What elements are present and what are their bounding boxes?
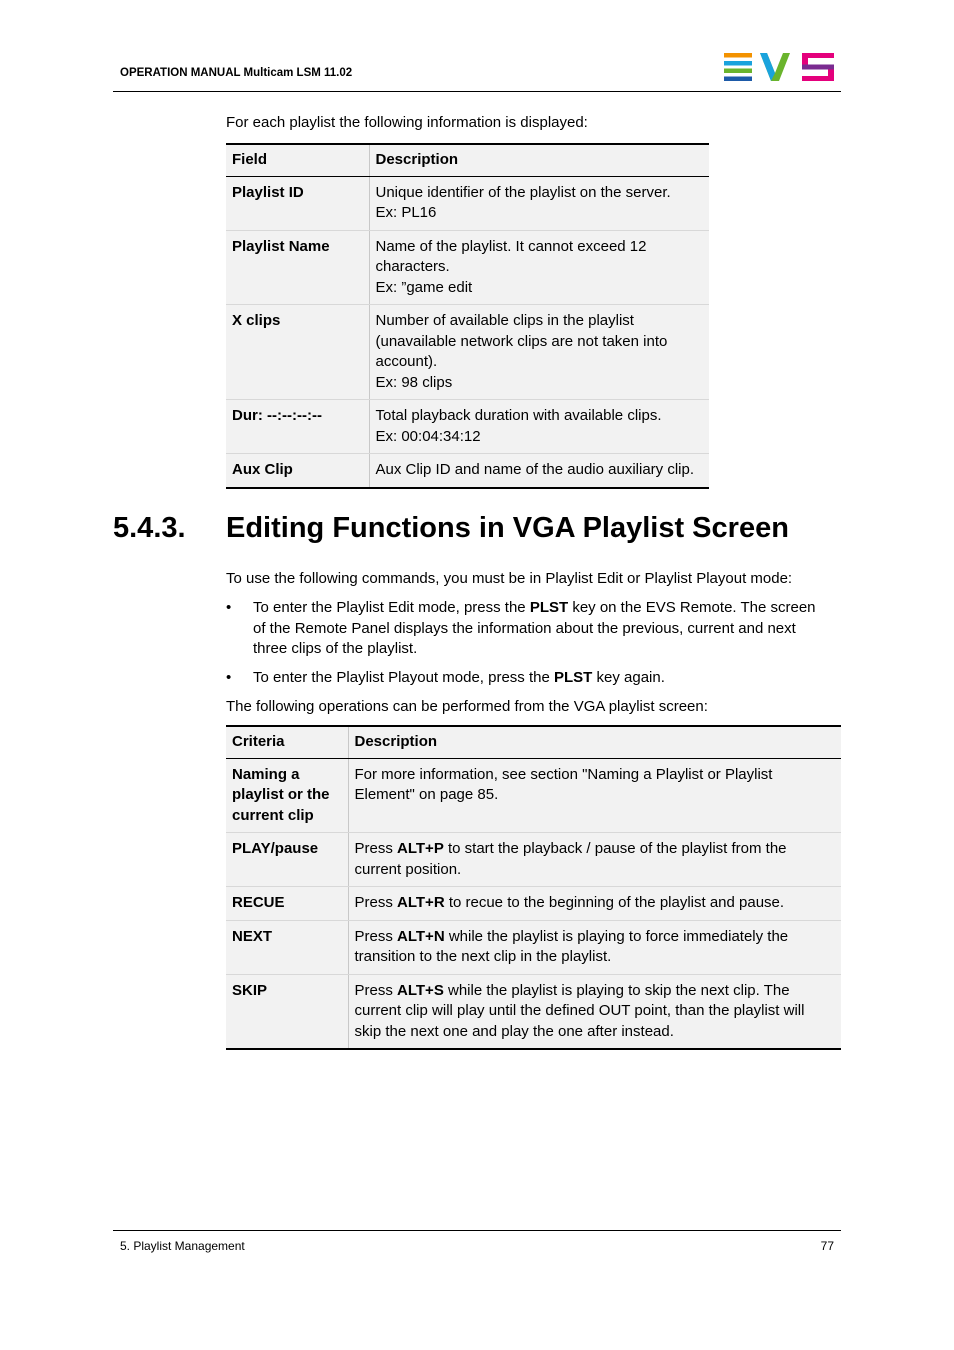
table-row (226, 758, 841, 833)
table-row (226, 454, 709, 488)
description-cell (348, 887, 841, 921)
intro-text: For each playlist the following information is displayed: (226, 114, 588, 131)
column-header: Description (348, 726, 841, 758)
field-cell: X clips (226, 305, 369, 400)
shortcut-key: ALT+N (397, 927, 445, 945)
description-line: Element" on page 85. (354, 786, 499, 803)
description-line: characters. (375, 258, 450, 275)
description-line: Ex: 98 clips (375, 373, 453, 391)
criteria-cell (226, 833, 348, 887)
description-text: while the playlist is playing to force immediately the (444, 927, 789, 945)
bullet-text: To enter the Playlist Edit mode, press the (253, 599, 530, 616)
description-cell (348, 758, 841, 833)
table-row (226, 176, 709, 230)
description-line: For more information, see section "Naming a Playlist or Playlist (354, 765, 773, 783)
description-line: Ex: 00:04:34:12 (375, 427, 481, 445)
table-row (226, 305, 709, 400)
criteria-line: SKIP (232, 981, 268, 999)
shortcut-key: ALT+P (397, 840, 444, 857)
description-cell (348, 974, 841, 1049)
field-cell: Playlist Name (226, 230, 369, 305)
criteria-cell (226, 887, 348, 921)
description-line: current position. (354, 860, 462, 878)
description-text: Press (354, 894, 398, 911)
description-cell (369, 230, 709, 305)
table-row (226, 400, 709, 454)
section-number: 5.4.3. (113, 512, 186, 544)
page-footer (113, 1230, 841, 1253)
column-header: Description (369, 144, 709, 176)
paragraph: The following operations can be performed from the VGA playlist screen: (226, 698, 708, 715)
field-cell: Aux Clip (226, 454, 369, 488)
key-name: PLST (529, 599, 569, 616)
field-cell: Playlist ID (226, 176, 369, 230)
description-cell (369, 400, 709, 454)
description-cell (369, 305, 709, 400)
description-line: current clip will play until the defined OUT point, than the playlist will (354, 1002, 805, 1019)
description-text: Press (354, 840, 398, 857)
description-cell (369, 176, 709, 230)
description-line: Ex: PL16 (375, 204, 437, 221)
criteria-line: NEXT (232, 927, 273, 945)
description-line: skip the next one and play the one after instead. (354, 1022, 674, 1040)
description-text: to recue to the beginning of the playlist and pause. (444, 894, 785, 911)
criteria-line: PLAY/pause (232, 840, 319, 857)
description-line: Aux Clip ID and name of the audio auxiliary clip. (375, 461, 695, 478)
table-row (226, 974, 841, 1049)
criteria-cell (226, 974, 348, 1049)
table-row (226, 887, 841, 921)
bullet-text: key again. (592, 669, 665, 686)
section-title: Editing Functions in VGA Playlist Screen (226, 512, 789, 544)
column-header: Criteria (226, 726, 348, 758)
bullet-icon: • (226, 669, 232, 686)
criteria-line: playlist or the (232, 786, 330, 803)
bullet-text: of the Remote Panel displays the information about the previous, current and next (253, 619, 796, 637)
operations-table (226, 725, 841, 1050)
description-text: Press (354, 981, 398, 999)
description-line: Ex: ”game edit (375, 278, 473, 296)
page-header (113, 50, 841, 92)
description-line: Unique identifier of the playlist on the server. (375, 183, 671, 201)
table-header-row (226, 144, 709, 176)
table-header-row (226, 726, 841, 758)
column-header: Field (226, 144, 369, 176)
shortcut-key: ALT+R (397, 894, 445, 911)
bullet-text: three clips of the playlist. (253, 640, 418, 657)
bullet-text: key on the EVS Remote. The screen (568, 599, 816, 616)
description-text: to start the playback / pause of the playlist from the (443, 840, 787, 857)
description-text: Press (354, 927, 398, 945)
description-line: Total playback duration with available clips. (375, 407, 662, 424)
description-line: (unavailable network clips are not taken into (375, 332, 668, 350)
description-line: Name of the playlist. It cannot exceed 12 (375, 237, 647, 255)
description-line: Number of available clips in the playlist (375, 312, 634, 329)
criteria-line: RECUE (232, 894, 285, 911)
table-row (226, 833, 841, 887)
key-name: PLST (554, 669, 593, 686)
description-cell (348, 920, 841, 974)
description-line: transition to the next clip in the playlist. (354, 948, 612, 965)
description-cell (369, 454, 709, 488)
description-cell (348, 833, 841, 887)
field-cell: Dur: --:--:--:-- (226, 400, 369, 454)
paragraph: To use the following commands, you must be in Playlist Edit or Playlist Playout mode: (226, 570, 793, 587)
bullet-text: To enter the Playlist Playout mode, press the (253, 669, 554, 686)
chapter-name: 5. Playlist Management (120, 1239, 245, 1253)
table-row (226, 920, 841, 974)
criteria-cell (226, 920, 348, 974)
manual-title: OPERATION MANUAL Multicam LSM 11.02 (120, 67, 353, 79)
shortcut-key: ALT+S (397, 981, 444, 999)
evs-logo (724, 53, 834, 81)
playlist-info-table (226, 143, 709, 489)
criteria-cell (226, 758, 348, 833)
criteria-line: current clip (232, 806, 314, 824)
table-row (226, 230, 709, 305)
description-text: while the playlist is playing to skip the next clip. The (443, 981, 790, 999)
bullet-icon: • (226, 599, 232, 616)
criteria-line: Naming a (232, 765, 300, 783)
description-line: account). (375, 353, 438, 370)
page-number: 77 (820, 1239, 834, 1253)
